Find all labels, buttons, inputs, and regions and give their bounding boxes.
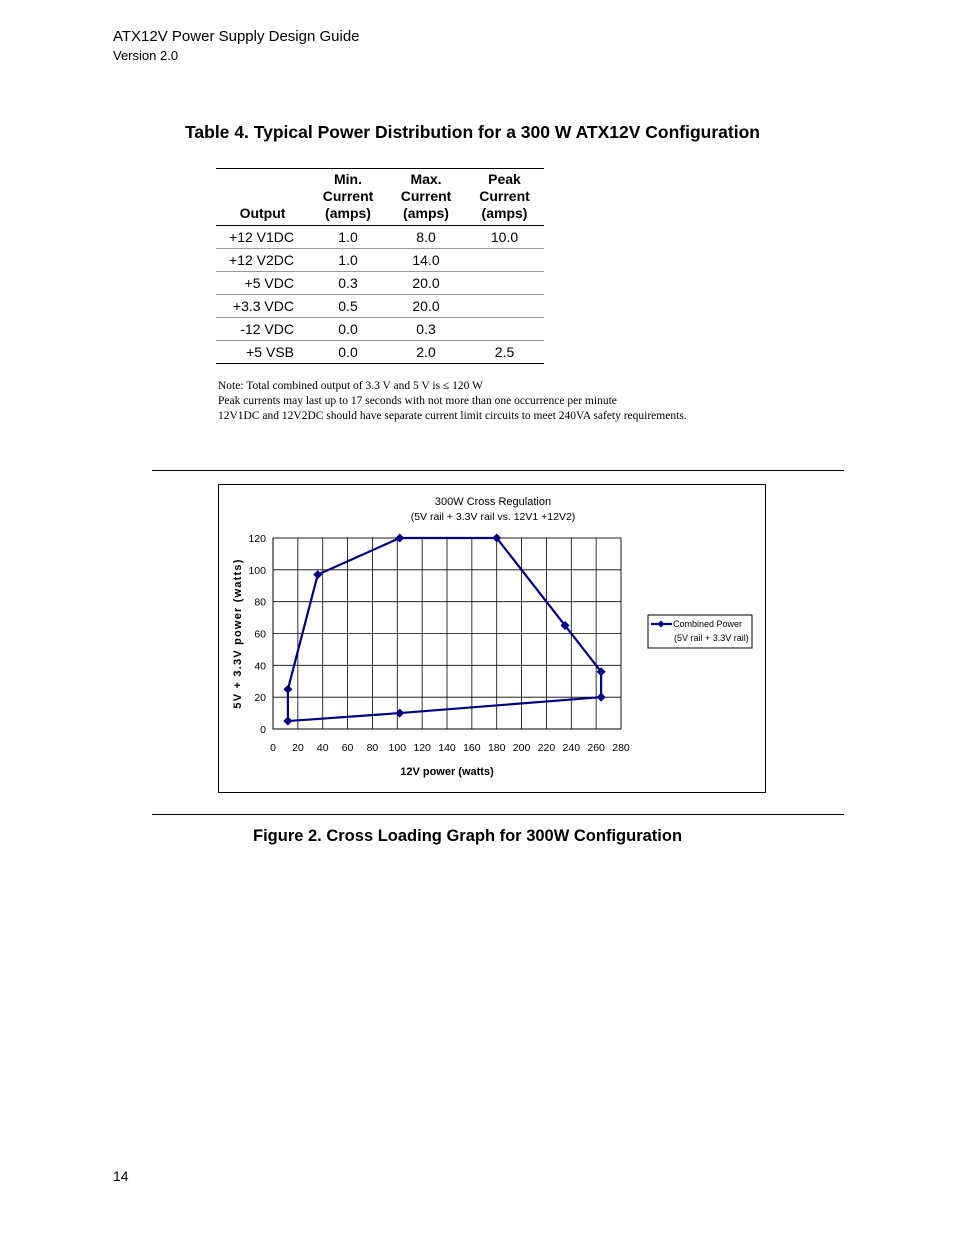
- x-tick-label: 80: [366, 742, 379, 754]
- x-tick-label: 280: [612, 742, 630, 754]
- figure-caption: Figure 2. Cross Loading Graph for 300W Configuration: [253, 827, 683, 845]
- x-tick-label: 200: [512, 742, 531, 754]
- cell-output: -12 VDC: [216, 318, 309, 341]
- legend-label: Combined Power: [673, 619, 743, 629]
- y-axis-label: 5V + 3.3V power (watts): [232, 558, 244, 709]
- page-number: 14: [113, 1168, 129, 1184]
- cell-output: +12 V1DC: [216, 226, 309, 249]
- x-tick-label: 260: [587, 742, 605, 754]
- table-row: [216, 226, 544, 249]
- cell-peak: 10.0: [465, 226, 544, 249]
- cell-min: 1.0: [309, 249, 387, 272]
- cell-output: +3.3 VDC: [216, 295, 309, 318]
- table-notes: [218, 379, 687, 424]
- y-tick-label: 80: [254, 596, 266, 609]
- x-tick-label: 60: [341, 742, 354, 754]
- cell-max: 8.0: [387, 226, 465, 249]
- cell-peak: [465, 318, 544, 341]
- y-tick-label: 60: [254, 628, 266, 641]
- header-peak-current: Peak Current (amps): [465, 169, 544, 226]
- table-row: [216, 249, 544, 272]
- x-tick-label: 220: [537, 742, 556, 754]
- x-tick-label: 0: [270, 742, 276, 754]
- y-tick-label: 0: [260, 724, 266, 736]
- x-tick-label: 180: [487, 742, 506, 754]
- table-caption: Table 4. Typical Power Distribution for a 300 W ATX12V Configuration: [185, 122, 760, 142]
- table-row: [216, 295, 544, 318]
- chart-subtitle: (5V rail + 3.3V rail vs. 12V1 +12V2): [410, 511, 576, 523]
- cell-max: 2.0: [387, 341, 465, 364]
- x-tick-label: 160: [463, 742, 481, 754]
- chart-title: 300W Cross Regulation: [434, 496, 552, 508]
- y-tick-label: 40: [254, 660, 266, 673]
- cell-max: 20.0: [387, 272, 465, 295]
- cell-min: 0.0: [309, 318, 387, 341]
- cell-peak: [465, 295, 544, 318]
- note-line: Peak currents may last up to 17 seconds with not more than one occurrence per minute: [218, 395, 617, 407]
- table-row: [216, 318, 544, 341]
- header-min-current: Min. Current (amps): [309, 169, 387, 226]
- cell-max: 14.0: [387, 249, 465, 272]
- note-line: Note: Total combined output of 3.3 V and 5 V is ≤ 120 W: [218, 380, 483, 392]
- document-title: ATX12V Power Supply Design Guide: [113, 28, 360, 45]
- header-max-current: Max. Current (amps): [387, 169, 465, 226]
- cell-output: +5 VSB: [216, 341, 309, 364]
- cell-peak: [465, 272, 544, 295]
- cell-peak: 2.5: [465, 341, 544, 364]
- cell-min: 0.3: [309, 272, 387, 295]
- cross-regulation-chart: [218, 484, 766, 793]
- y-tick-label: 120: [248, 533, 266, 545]
- cell-peak: [465, 249, 544, 272]
- cell-max: 20.0: [387, 295, 465, 318]
- x-tick-label: 40: [316, 742, 329, 754]
- cell-output: +5 VDC: [216, 272, 309, 295]
- x-tick-label: 20: [292, 742, 304, 754]
- header-output-label: Output: [239, 205, 286, 221]
- note-line: 12V1DC and 12V2DC should have separate current limit circuits to meet 240VA safety requirements.: [218, 410, 687, 422]
- figure-bottom-rule: [152, 814, 844, 815]
- x-axis-label: 12V power (watts): [400, 766, 494, 778]
- power-distribution-table: [216, 168, 544, 364]
- x-tick-label: 120: [413, 742, 431, 754]
- x-tick-label: 140: [438, 742, 456, 754]
- cell-max: 0.3: [387, 318, 465, 341]
- y-tick-label: 20: [254, 692, 266, 705]
- cell-min: 1.0: [309, 226, 387, 249]
- cell-min: 0.5: [309, 295, 387, 318]
- table-row: [216, 341, 544, 364]
- figure-top-rule: [152, 470, 844, 471]
- chart-canvas: [219, 485, 765, 792]
- header-output: [216, 169, 309, 226]
- x-tick-label: 240: [562, 742, 581, 754]
- cell-min: 0.0: [309, 341, 387, 364]
- table-header-row: [216, 169, 544, 226]
- document-version: Version 2.0: [113, 48, 179, 63]
- table-row: [216, 272, 544, 295]
- legend-label-detail: (5V rail + 3.3V rail): [674, 633, 749, 643]
- x-tick-label: 100: [388, 742, 407, 754]
- cell-output: +12 V2DC: [216, 249, 309, 272]
- y-tick-label: 100: [248, 564, 266, 577]
